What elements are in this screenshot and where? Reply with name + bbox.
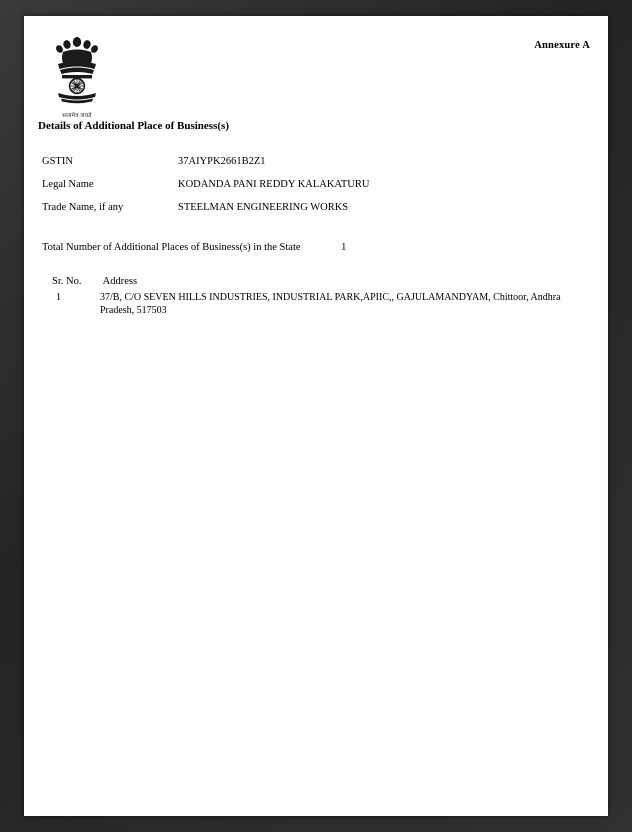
emblem-motto: सत्यमेव जयते bbox=[62, 113, 92, 119]
address-table-header bbox=[38, 276, 578, 287]
cell-address: 37/B, C/O SEVEN HILLS INDUSTRIES, INDUSTRIAL PARK,APIIC,, GAJULAMANDYAM, Chittoor, Andhra Pradesh, 517503 bbox=[100, 292, 561, 316]
column-header-sr-no: Sr. No. bbox=[52, 276, 82, 287]
field-label-gstin: GSTIN bbox=[42, 156, 73, 167]
national-emblem bbox=[44, 32, 110, 124]
total-places-value: 1 bbox=[341, 242, 347, 253]
field-label-trade-name: Trade Name, if any bbox=[42, 202, 124, 213]
table-row bbox=[38, 173, 578, 196]
cell-sr-no: 1 bbox=[56, 292, 61, 303]
ashoka-emblem-icon bbox=[49, 32, 105, 110]
field-label-legal-name: Legal Name bbox=[42, 179, 94, 190]
total-places-label: Total Number of Additional Places of Business(s) in the State bbox=[42, 242, 301, 253]
address-table-body bbox=[38, 292, 583, 321]
column-header-address: Address bbox=[102, 276, 138, 287]
table-row bbox=[38, 196, 578, 219]
table-row bbox=[38, 292, 583, 317]
table-row bbox=[38, 150, 578, 173]
annexure-label: Annexure A bbox=[534, 40, 590, 51]
field-value-legal-name: KODANDA PANI REDDY KALAKATURU bbox=[178, 179, 370, 190]
field-value-gstin: 37AIYPK2661B2Z1 bbox=[178, 156, 266, 167]
field-value-trade-name: STEELMAN ENGINEERING WORKS bbox=[178, 202, 349, 213]
document-page bbox=[24, 16, 608, 816]
page-title: Details of Additional Place of Business(s) bbox=[38, 120, 229, 132]
total-places-line bbox=[42, 242, 582, 253]
details-table bbox=[38, 150, 578, 219]
